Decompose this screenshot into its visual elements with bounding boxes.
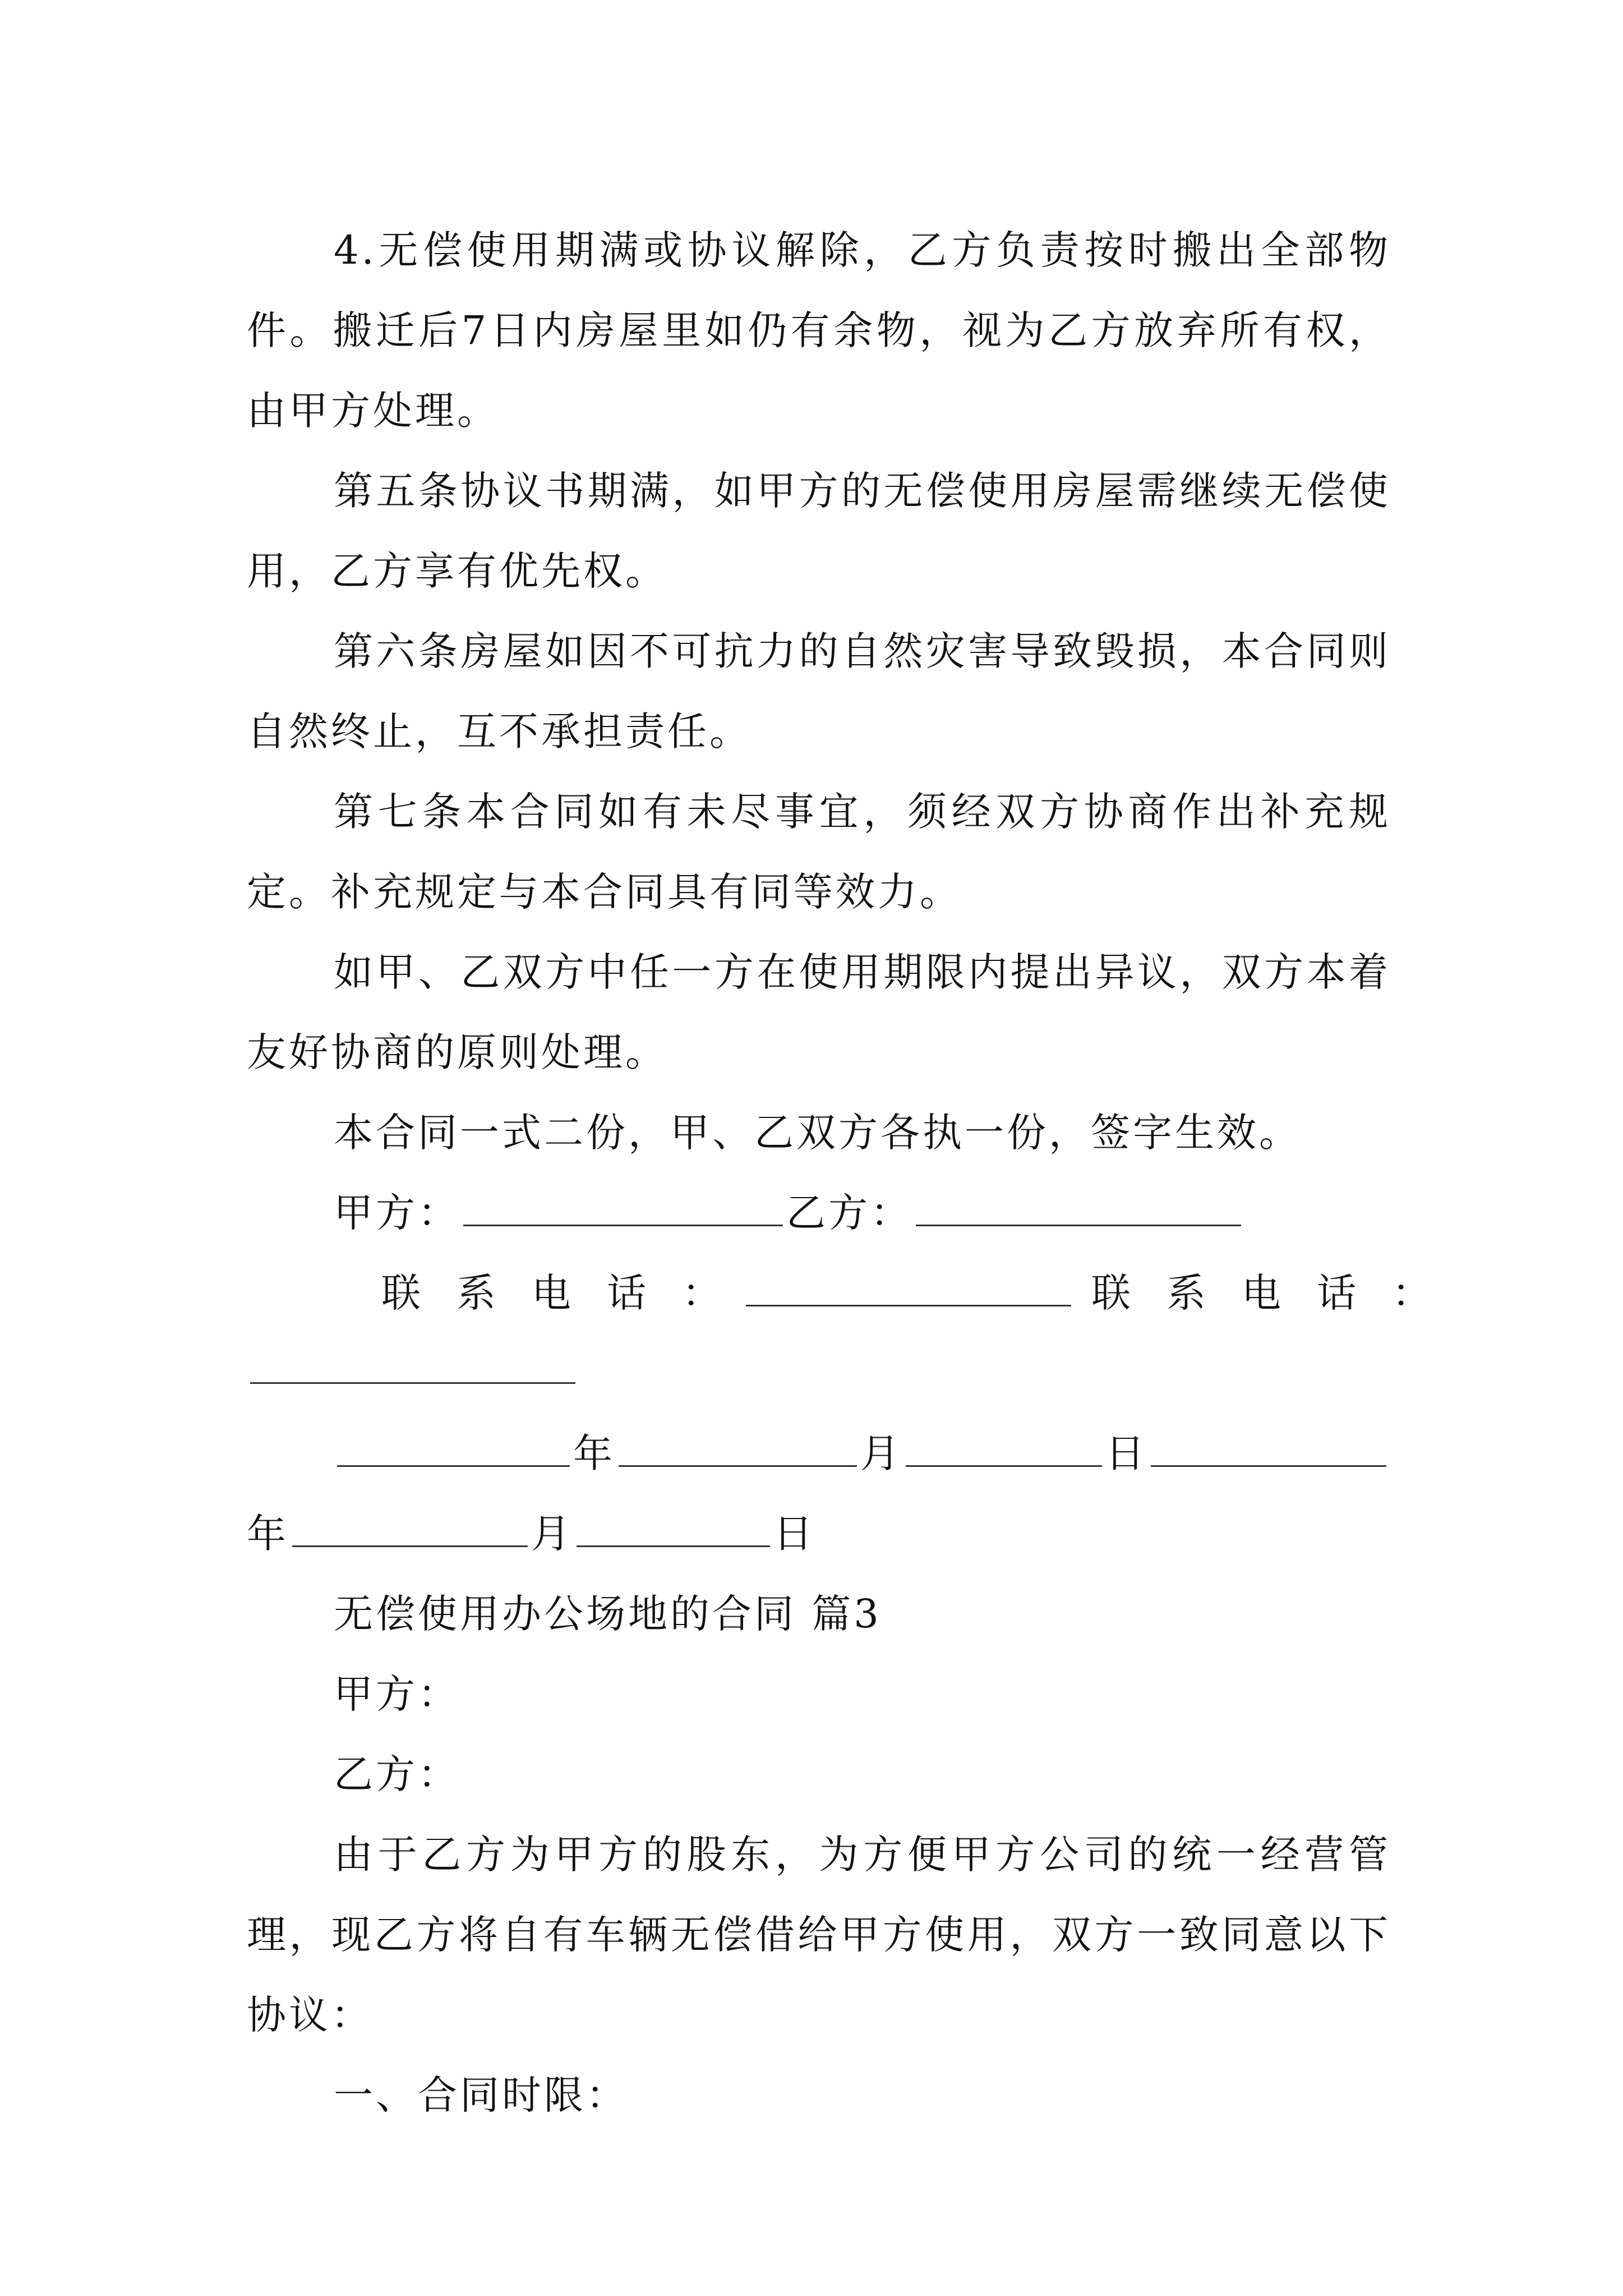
- month-a-blank: [619, 1428, 857, 1467]
- party-a-label: 甲方：: [334, 1190, 460, 1236]
- clause-6: 第六条房屋如因不可抗力的自然灾害导致毁损，本合同则自然终止，互不承担责任。: [247, 628, 1391, 754]
- day-b-label: 日: [773, 1511, 815, 1557]
- copies-clause: 本合同一式二份，甲、乙双方各执一份，签字生效。: [334, 1110, 1301, 1156]
- section-3-item-1: 一、合同时限：: [334, 2072, 628, 2118]
- section-3-intro: 由于乙方为甲方的股东，为方便甲方公司的统一经营管理，现乙方将自有车辆无偿借给甲方使用，双方一致同意以下协议：: [247, 1832, 1391, 2038]
- month-b-blank: [292, 1508, 528, 1548]
- phone-b-blank: [250, 1345, 575, 1384]
- clause-5: 第五条协议书期满，如甲方的无偿使用房屋需继续无偿使用，乙方享有优先权。: [247, 468, 1391, 594]
- month-b-label: 月: [531, 1511, 573, 1557]
- party-a-blank: [463, 1188, 783, 1227]
- phone-label-a: 联系电话：: [381, 1270, 757, 1316]
- date-line-a: [247, 1414, 1391, 1494]
- phone-a-blank: [746, 1268, 1071, 1307]
- section-3-party-a: 甲方：: [334, 1671, 460, 1717]
- date-line-b: [247, 1494, 1391, 1574]
- phone-b-line: [247, 1333, 1391, 1414]
- month-a-label: 月: [860, 1430, 902, 1476]
- phone-line: [247, 1253, 1467, 1333]
- party-signature-line: [247, 1173, 1391, 1253]
- year-a-blank: [337, 1428, 570, 1467]
- document-body: [247, 210, 1467, 2136]
- year-a-label: 年: [573, 1430, 615, 1476]
- dispute-clause: 如甲、乙双方中任一方在使用期限内提出异议，双方本着友好协商的原则处理。: [247, 949, 1391, 1075]
- year-b-blank-start: [1151, 1428, 1386, 1467]
- section-3-party-b: 乙方：: [334, 1751, 460, 1797]
- party-b-label: 乙方：: [786, 1190, 912, 1236]
- clause-7: 第七条本合同如有未尽事宜，须经双方协商作出补充规定。补充规定与本合同具有同等效力。: [247, 789, 1391, 915]
- day-a-label: 日: [1105, 1430, 1147, 1476]
- section-3-title: 无偿使用办公场地的合同 篇3: [334, 1591, 882, 1637]
- phone-label-b: 联系电话：: [1091, 1270, 1467, 1316]
- day-a-blank: [906, 1428, 1102, 1467]
- party-b-blank: [916, 1188, 1241, 1227]
- clause-4-4: 4.无偿使用期满或协议解除，乙方负责按时搬出全部物件。搬迁后7日内房屋里如仍有余物，视为乙方放弃所有权，由甲方处理。: [247, 227, 1391, 434]
- year-b-label: 年: [247, 1511, 289, 1557]
- day-b-blank: [577, 1508, 770, 1548]
